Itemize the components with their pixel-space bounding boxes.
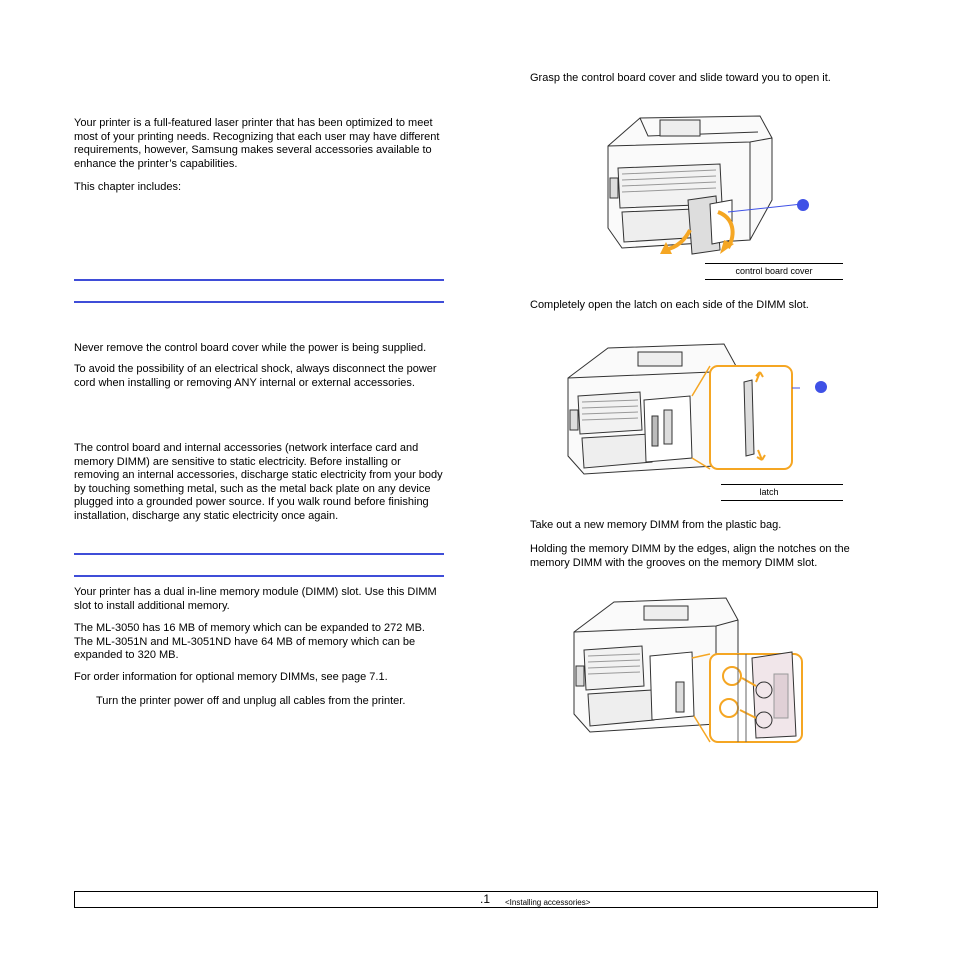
printer-latch-illustration xyxy=(560,330,800,478)
intro-paragraph: Your printer is a full-featured laser printer that has been optimized to meet most of your printing needs. Recognizing that each user may have different requirements, however, Samsung makes several accessories available to enhance the printer’s capabilities. xyxy=(74,117,440,170)
step-open-cover-text: Grasp the control board cover and slide toward you to open it. xyxy=(530,72,831,84)
order-info-text: For order information for optional memory DIMMs, see page 7.1. xyxy=(74,671,388,683)
caption-latch: latch xyxy=(759,487,779,497)
chapter-includes-text: This chapter includes: xyxy=(74,181,181,193)
static-note-text: The control board and internal accessories (network interface card and memory DIMM) are sensitive to static electricity. Before installing or removing an internal accessories, discharge static electricity from your body by touching something metal, such as the metal back plate on any device plugged into a grounded power source. If you walk round before finishing installation, discharge any static electricity once again. xyxy=(74,442,443,522)
latch-caption-rule-bottom xyxy=(721,500,843,501)
cover-caption-rule-bottom xyxy=(705,279,843,280)
cover-callout-marker xyxy=(797,199,809,211)
memory-info-text: The ML-3050 has 16 MB of memory which can be expanded to 272 MB. The ML-3051N and ML-3051ND have 64 MB of memory which can be expanded to 320 MB. xyxy=(74,622,425,662)
printer-dimm-align-illustration xyxy=(566,586,806,744)
step-open-latch-text: Completely open the latch on each side of the DIMM slot. xyxy=(530,299,809,311)
section-rule-top xyxy=(74,279,444,281)
step-take-dimm-text: Take out a new memory DIMM from the plastic bag. xyxy=(530,519,782,531)
step-align-text: Holding the memory DIMM by the edges, align the notches on the memory DIMM with the grooves on the memory DIMM slot. xyxy=(530,543,850,569)
page-footer xyxy=(74,891,878,908)
dimm-intro-text: Your printer has a dual in-line memory module (DIMM) slot. Use this DIMM slot to install additional memory. xyxy=(74,586,437,612)
section-rule-bottom xyxy=(74,301,444,303)
dimm-section-rule-bottom xyxy=(74,575,444,577)
warning-power-text: Never remove the control board cover while the power is being supplied. xyxy=(74,342,427,354)
dimm-section-rule-top xyxy=(74,553,444,555)
latch-callout-marker xyxy=(815,381,827,393)
page-number: .1 xyxy=(480,892,491,906)
footer-chapter-title: <Installing accessories> xyxy=(505,898,591,907)
warning-shock-text: To avoid the possibility of an electrical shock, always disconnect the power cord when installing or removing ANY internal or external accessories. xyxy=(74,363,437,389)
caption-control-board-cover: control board cover xyxy=(735,266,813,276)
cover-caption-rule-top xyxy=(705,263,843,264)
printer-cover-illustration xyxy=(600,108,810,260)
latch-caption-rule-top xyxy=(721,484,843,485)
step-power-off-text: Turn the printer power off and unplug all cables from the printer. xyxy=(96,695,406,707)
